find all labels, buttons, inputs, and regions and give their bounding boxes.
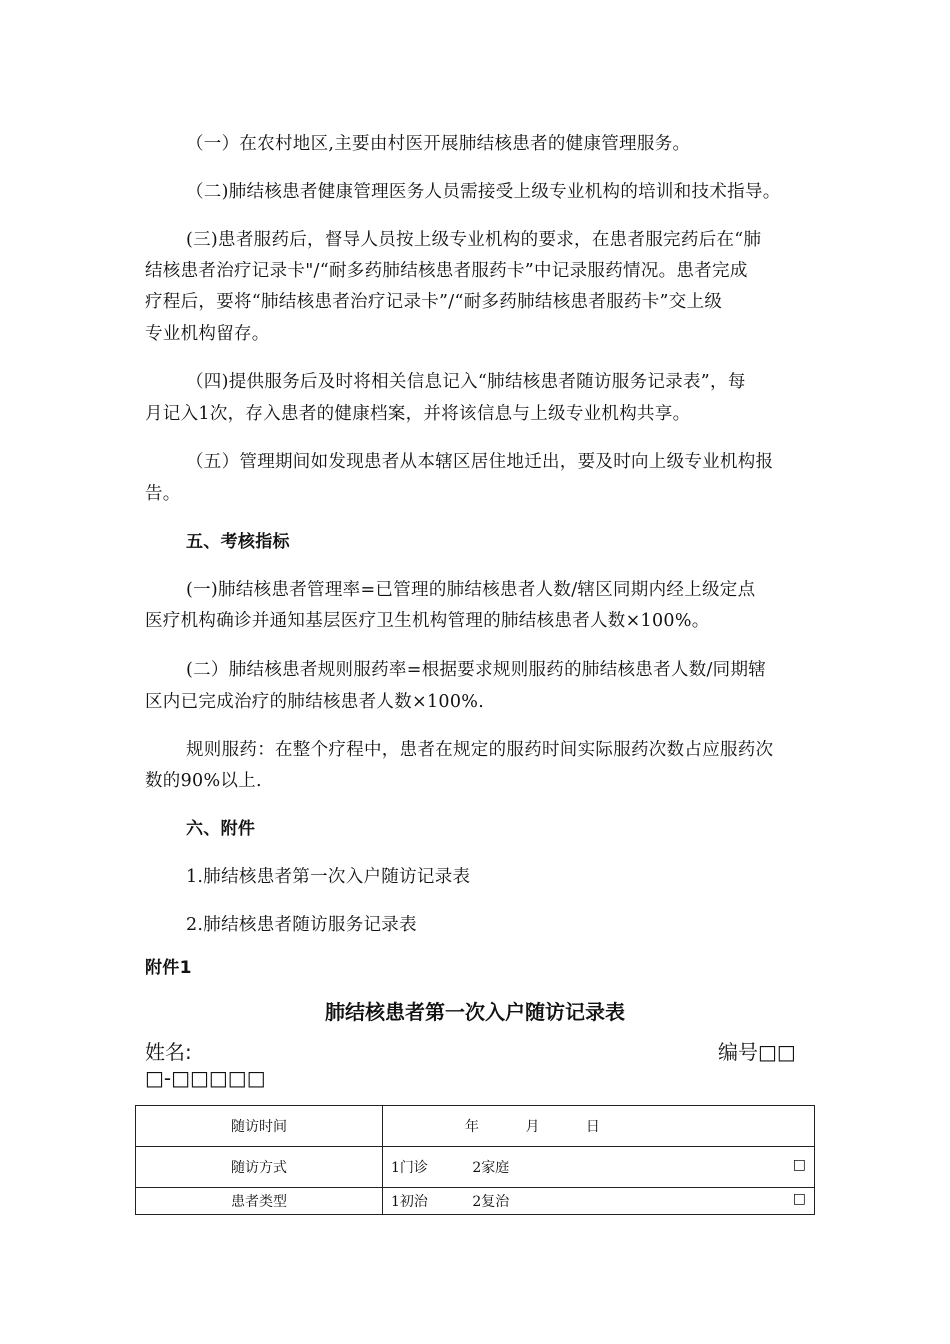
patient-type-checkbox[interactable]: □ [792, 1191, 806, 1207]
visit-method-checkbox[interactable]: □ [792, 1157, 806, 1173]
table-row [136, 1147, 815, 1188]
paragraph-6-line-1: (一)肺结核患者管理率=已管理的肺结核患者人数/辖区同期内经上级定点 [186, 580, 756, 600]
section-heading-6: 六、附件 [186, 819, 256, 839]
paragraph-1: （一）在农村地区,主要由村医开展肺结核患者的健康管理服务。 [186, 134, 691, 154]
paragraph-2: （二)肺结核患者健康管理医务人员需接受上级专业机构的培训和技术指导。 [186, 182, 781, 202]
attachment-item-2: 2.肺结核患者随访服务记录表 [186, 915, 417, 935]
date-month-label: 月 [525, 1119, 540, 1135]
paragraph-3-line-2: 结核患者治疗记录卡"/“耐多药肺结核患者服药卡”中记录服药情况。患者完成 [145, 261, 748, 281]
option-retreatment: 2复治 [472, 1194, 510, 1210]
option-initial-treatment: 1初治 [391, 1194, 428, 1210]
row-label-visit-method: 随访方式 [136, 1147, 383, 1188]
appendix-label: 附件1 [145, 958, 192, 978]
paragraph-5-line-1: （五）管理期间如发现患者从本辖区居住地迁出，要及时向上级专业机构报 [186, 452, 774, 472]
form-title: 肺结核患者第一次入户随访记录表 [325, 1000, 625, 1024]
visit-method-cell[interactable] [383, 1147, 815, 1188]
date-year-label: 年 [465, 1119, 479, 1135]
option-clinic: 1门诊 [391, 1160, 428, 1176]
paragraph-3-line-3: 疗程后，要将“肺结核患者治疗记录卡”/“耐多药肺结核患者服药卡”交上级 [145, 292, 723, 312]
name-label: 姓名: [145, 1040, 192, 1064]
patient-type-cell[interactable] [383, 1188, 815, 1215]
number-boxes: □-□□□□□ [145, 1066, 266, 1090]
attachment-item-1: 1.肺结核患者第一次入户随访记录表 [186, 867, 471, 887]
paragraph-6-line-2: 医疗机构确诊并通知基层医疗卫生机构管理的肺结核患者人数×100%。 [145, 611, 710, 631]
paragraph-4-line-1: （四)提供服务后及时将相关信息记入“肺结核患者随访服务记录表”，每 [186, 372, 746, 392]
paragraph-3-line-4: 专业机构留存。 [145, 324, 270, 344]
paragraph-8-line-2: 数的90%以上. [145, 771, 262, 791]
paragraph-5-line-2: 告。 [145, 484, 181, 504]
option-home: 2家庭 [472, 1160, 510, 1176]
section-heading-5: 五、考核指标 [186, 532, 290, 552]
number-label: 编号□□ [718, 1040, 796, 1064]
date-day-label: 日 [585, 1119, 600, 1135]
row-label-patient-type: 患者类型 [136, 1188, 383, 1215]
table-row [136, 1106, 815, 1147]
paragraph-8-line-1: 规则服药：在整个疗程中，患者在规定的服药时间实际服药次数占应服药次 [186, 740, 774, 760]
paragraph-7-line-1: (二）肺结核患者规则服药率=根据要求规则服药的肺结核患者人数/同期辖 [186, 660, 767, 680]
table-row [136, 1188, 815, 1215]
row-label-visit-time: 随访时间 [136, 1106, 383, 1147]
paragraph-3-line-1: (三)患者服药后，督导人员按上级专业机构的要求，在患者服完药后在“肺 [186, 230, 762, 250]
visit-date-cell[interactable] [383, 1106, 815, 1147]
visit-record-table [135, 1105, 815, 1215]
paragraph-4-line-2: 月记入1次，存入患者的健康档案，并将该信息与上级专业机构共享。 [145, 404, 691, 424]
paragraph-7-line-2: 区内已完成治疗的肺结核患者人数×100%. [145, 692, 485, 712]
